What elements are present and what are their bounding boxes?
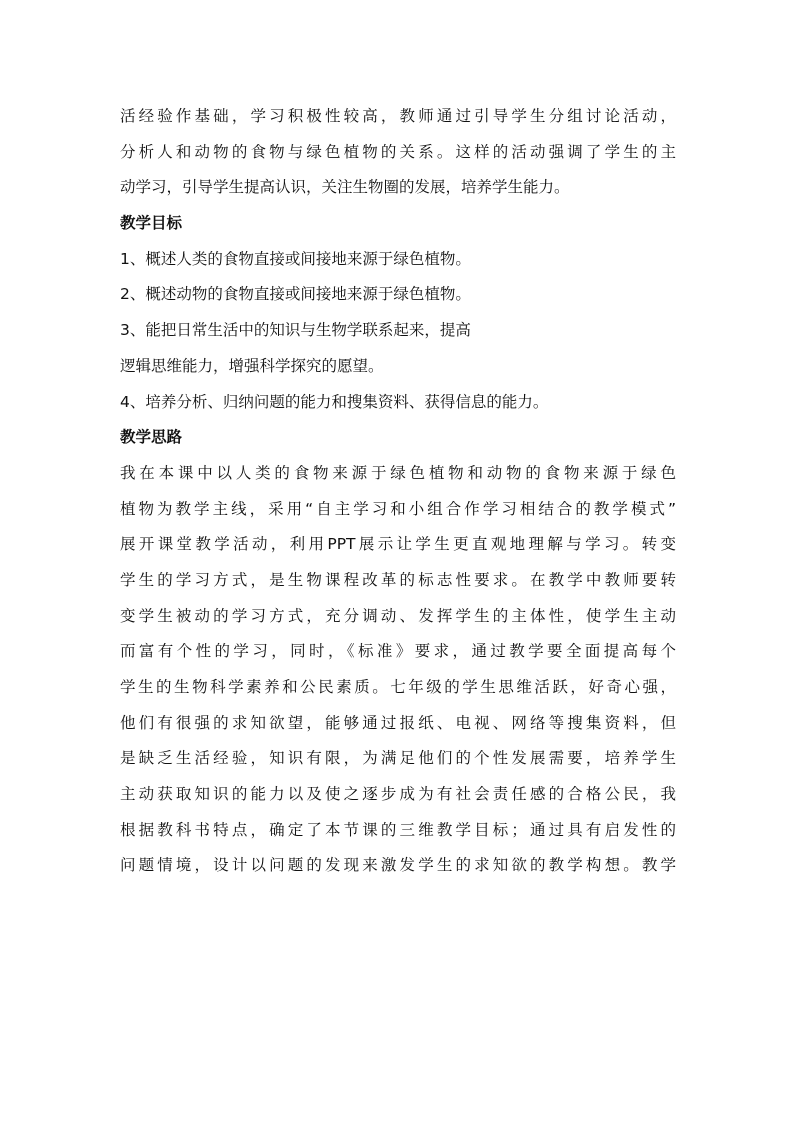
section-heading-objectives: 教学目标 xyxy=(120,214,183,233)
paragraph-line: 植物为教学主线，采用“自主学习和小组合作学习相结合的教学模式” xyxy=(120,499,676,518)
section-heading-approach: 教学思路 xyxy=(120,428,183,447)
objectives-list xyxy=(120,242,676,420)
paragraph-line: 学生的生物科学素养和公民素质。七年级的学生思维活跃，好奇心强， xyxy=(120,678,676,696)
paragraph-line: 动学习，引导学生提高认识，关注生物圈的发展，培养学生能力。 xyxy=(120,178,570,197)
objective-item-continuation: 逻辑思维能力，增强科学探究的愿望。 xyxy=(120,356,384,375)
objective-item: 2、概述动物的食物直接或间接地来源于绿色植物。 xyxy=(120,285,471,304)
paragraph-line: 主动获取知识的能力以及使之逐步成为有社会责任感的合格公民，我 xyxy=(120,785,676,804)
paragraph-line: 学生的学习方式，是生物课程改革的标志性要求。在教学中教师要转 xyxy=(120,570,676,589)
paragraph-line: 问题情境，设计以问题的发现来激发学生的求知欲的教学构想。教学 xyxy=(120,856,676,875)
paragraph-line: 变学生被动的学习方式，充分调动、发挥学生的主体性，使学生主动 xyxy=(120,606,676,625)
paragraph-line: 根据教科书特点，确定了本节课的三维教学目标；通过具有启发性的 xyxy=(120,820,676,839)
paragraph-line: 我在本课中以人类的食物来源于绿色植物和动物的食物来源于绿色 xyxy=(120,463,676,482)
paragraph-line: 展开课堂教学活动，利用PPT展示让学生更直观地理解与学习。转变 xyxy=(120,535,676,554)
paragraph-line: 活经验作基础，学习积极性较高，教师通过引导学生分组讨论活动， xyxy=(120,107,676,125)
objective-item: 3、能把日常生活中的知识与生物学联系起来，提高 xyxy=(120,321,471,340)
paragraph-line: 他们有很强的求知欲望，能够通过报纸、电视、网络等搜集资料，但 xyxy=(120,713,676,732)
approach-paragraph xyxy=(120,456,676,884)
document-body xyxy=(120,99,676,884)
paragraph-line: 而富有个性的学习，同时，《标准》要求，通过教学要全面提高每个 xyxy=(120,642,676,661)
objective-item: 4、培养分析、归纳问题的能力和搜集资料、获得信息的能力。 xyxy=(120,392,549,411)
objective-item: 1、概述人类的食物直接或间接地来源于绿色植物。 xyxy=(120,249,471,268)
paragraph-line: 是缺乏生活经验，知识有限，为满足他们的个性发展需要，培养学生 xyxy=(120,749,676,768)
paragraph-line: 分析人和动物的食物与绿色植物的关系。这样的活动强调了学生的主 xyxy=(120,142,676,161)
intro-paragraph xyxy=(120,99,676,206)
